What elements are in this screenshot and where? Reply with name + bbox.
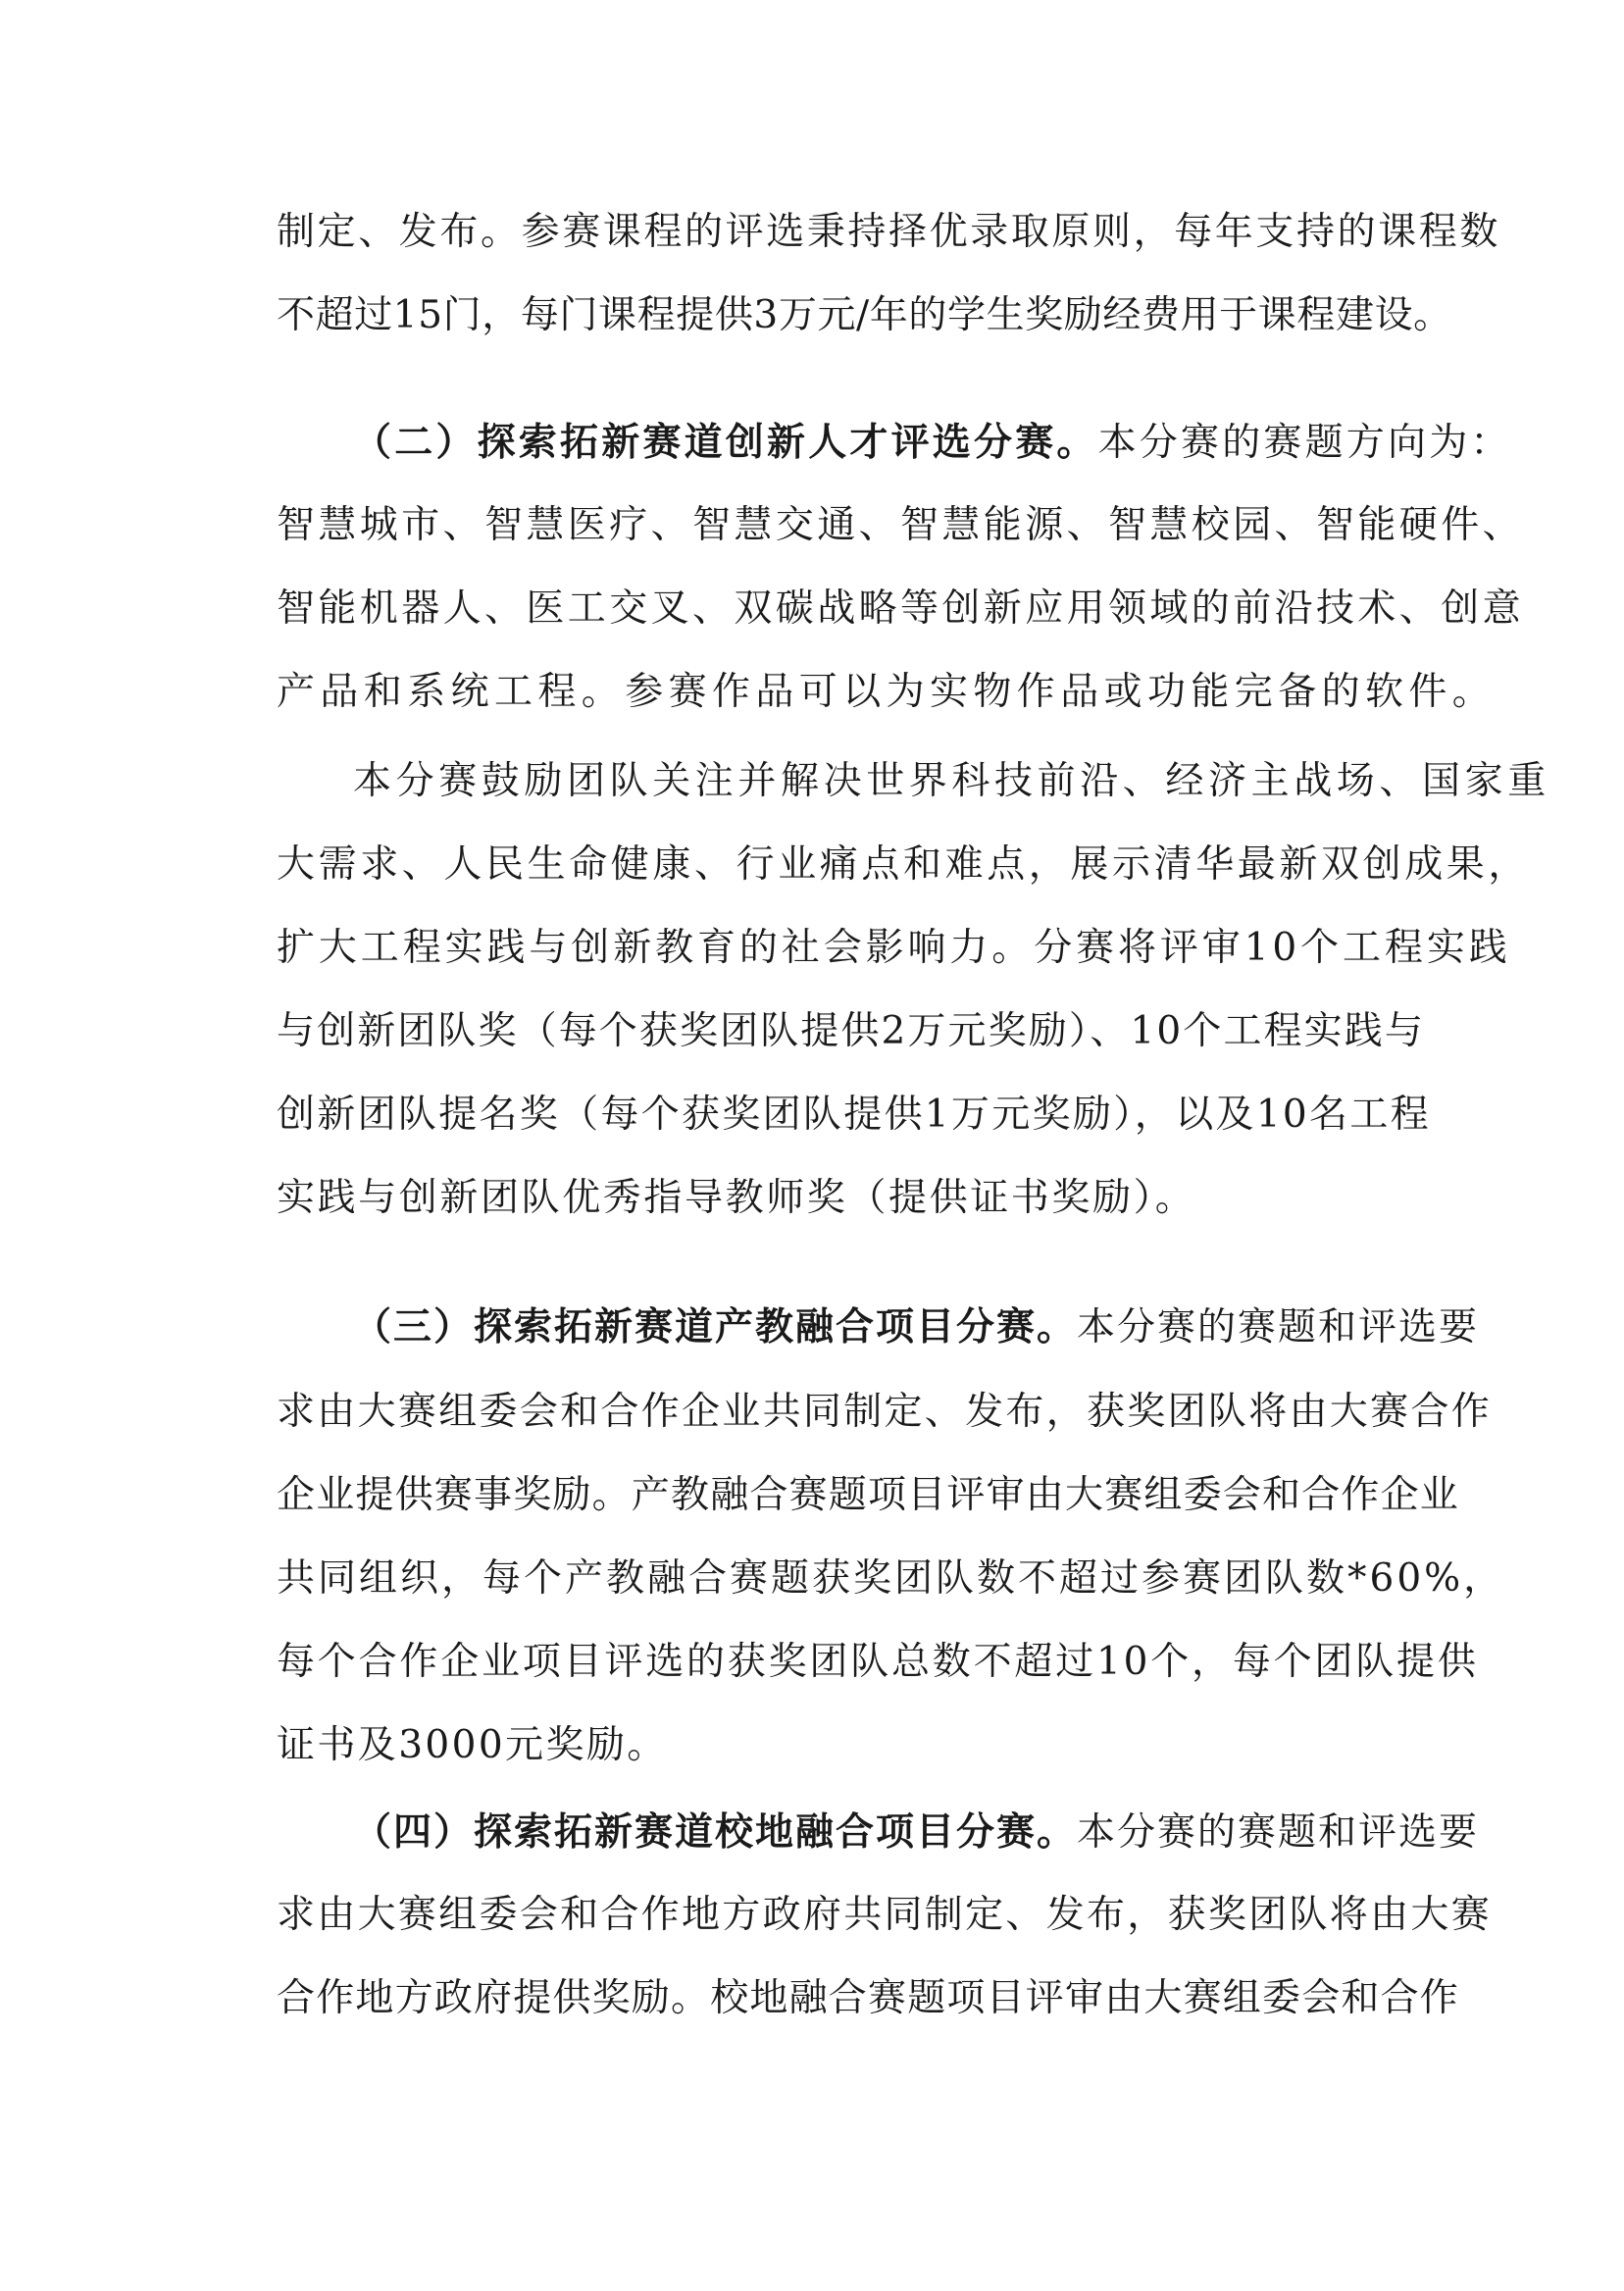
paragraph-line: 产品和系统工程。参赛作品可以为实物作品或功能完备的软件。 <box>277 670 1497 714</box>
section-3-line <box>353 1301 1480 1352</box>
section-4-lead: 本分赛的赛题和评选要 <box>1077 1810 1480 1855</box>
paragraph-line: 不超过15门，每门课程提供3万元/年的学生奖励经费用于课程建设。 <box>277 293 1452 337</box>
paragraph-line: 求由大赛组委会和合作企业共同制定、发布，获奖团队将由大赛合作 <box>277 1390 1493 1434</box>
paragraph-line: 本分赛鼓励团队关注并解决世界科技前沿、经济主战场、国家重 <box>353 759 1550 803</box>
paragraph-line: 企业提供赛事奖励。产教融合赛题项目评审由大赛组委会和合作企业 <box>277 1473 1460 1517</box>
paragraph-line: 扩大工程实践与创新教育的社会影响力。分赛将评审10个工程实践 <box>277 926 1511 970</box>
section-2-line <box>353 417 1512 468</box>
paragraph-line: 实践与创新团队优秀指导教师奖（提供证书奖励）。 <box>277 1176 1196 1220</box>
paragraph-line: 大需求、人民生命健康、行业痛点和难点，展示清华最新双创成果， <box>277 842 1531 887</box>
section-4-line <box>353 1807 1480 1858</box>
paragraph-line: 创新团队提名奖（每个获奖团队提供1万元奖励），以及10名工程 <box>277 1093 1431 1137</box>
section-2-lead: 本分赛的赛题方向为： <box>1097 421 1512 465</box>
paragraph-line: 共同组织，每个产教融合赛题获奖团队数不超过参赛团队数*60%， <box>277 1556 1505 1601</box>
section-3-lead: 本分赛的赛题和评选要 <box>1077 1305 1480 1349</box>
section-4-heading: （四）探索拓新赛道校地融合项目分赛。 <box>353 1809 1078 1855</box>
section-3-heading: （三）探索拓新赛道产教融合项目分赛。 <box>353 1304 1078 1349</box>
paragraph-line: 与创新团队奖（每个获奖团队提供2万元奖励）、10个工程实践与 <box>277 1009 1425 1053</box>
paragraph-line: 制定、发布。参赛课程的评选秉持择优录取原则，每年支持的课程数 <box>277 210 1501 254</box>
paragraph-line: 每个合作企业项目评选的获奖团队总数不超过10个，每个团队提供 <box>277 1640 1479 1684</box>
section-2-heading: （二）探索拓新赛道创新人才评选分赛。 <box>353 420 1098 465</box>
paragraph-line: 证书及3000元奖励。 <box>277 1723 668 1767</box>
paragraph-line: 智能机器人、医工交叉、双碳战略等创新应用领域的前沿技术、创意 <box>277 586 1525 631</box>
paragraph-line: 智慧城市、智慧医疗、智慧交通、智慧能源、智慧校园、智能硬件、 <box>277 503 1525 547</box>
paragraph-line: 求由大赛组委会和合作地方政府共同制定、发布，获奖团队将由大赛 <box>277 1893 1493 1937</box>
paragraph-line: 合作地方政府提供奖励。校地融合赛题项目评审由大赛组委会和合作 <box>277 1976 1460 2020</box>
